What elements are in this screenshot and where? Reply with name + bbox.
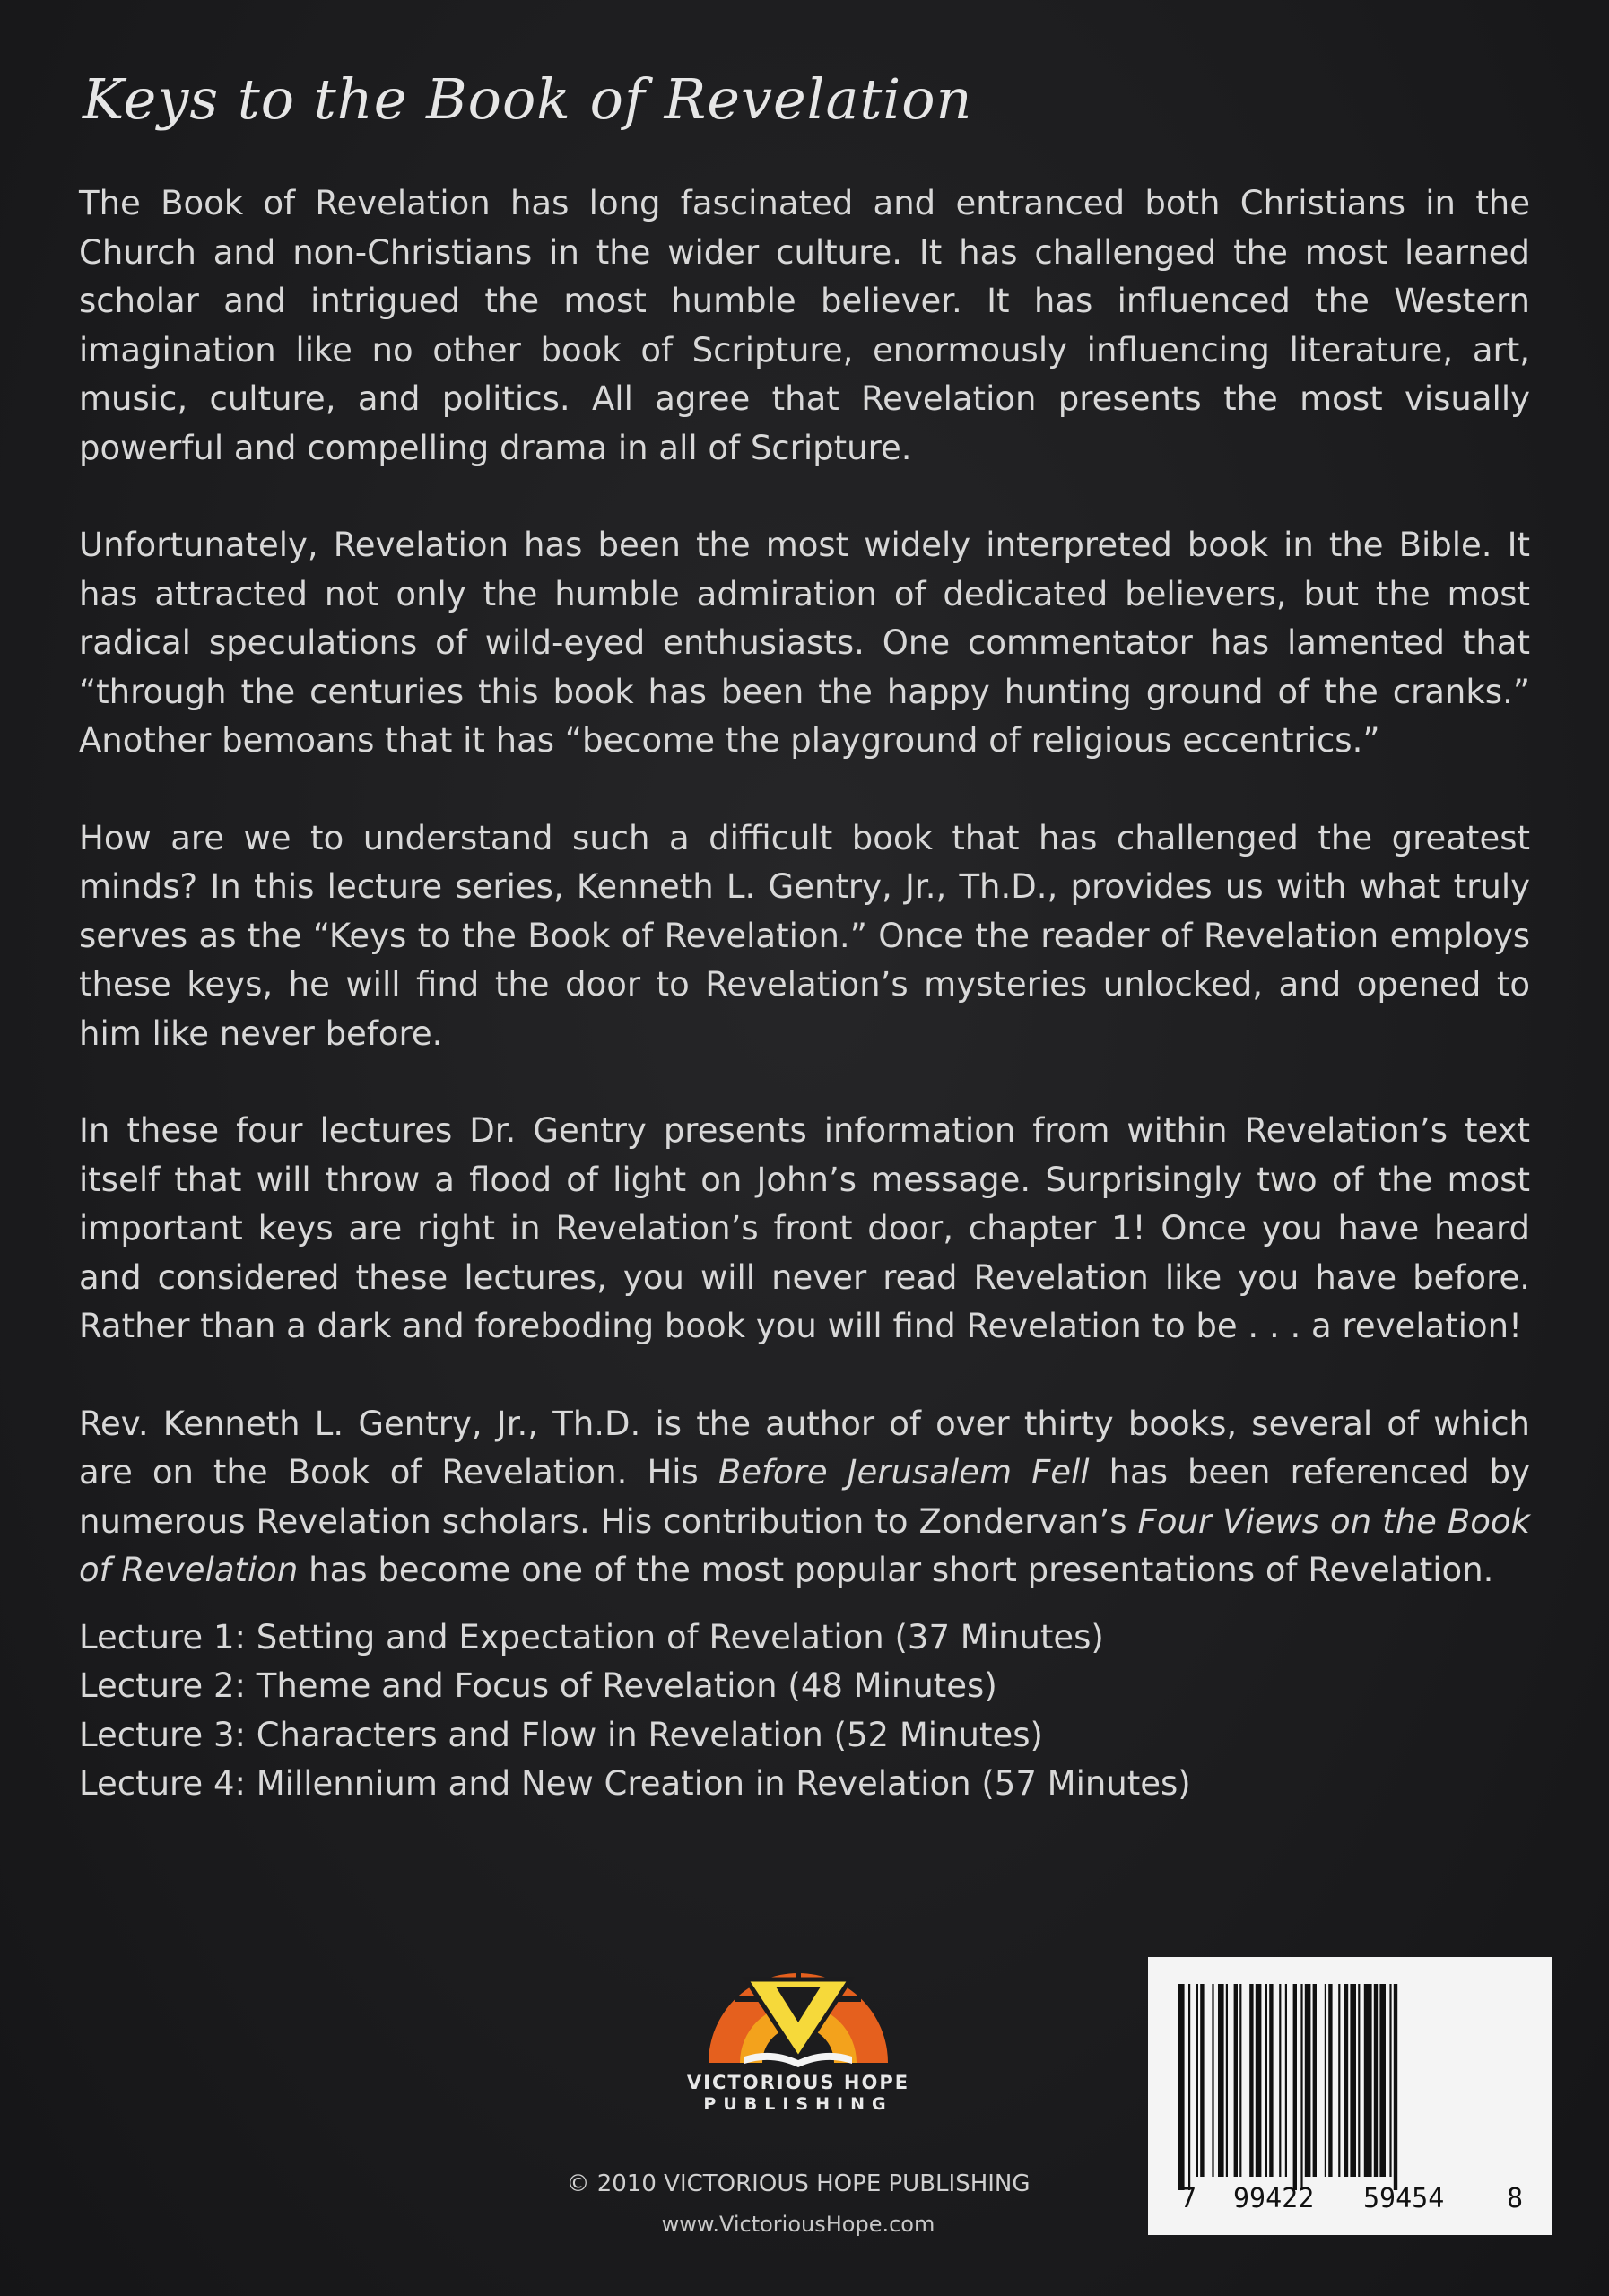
paragraph-1: The Book of Revelation has long fascinated and entranced both Christians in the Church and non-Christians in the wider culture. It has challenged the most learned scholar and intrigued the most humble believer. It has influenced the Western imagination like no other book of Scripture, enormously influencing literature, art, music, culture, and politics. All agree that Revelation presents the most visually powerful and compelling drama in all of Scripture. [79,184,1530,467]
barcode-bar [1300,1984,1302,2190]
lecture-item: Lecture 1: Setting and Expectation of Revelation (37 Minutes) [79,1617,1104,1657]
bio-text-2: has been referenced by numerous Revelation scholars. His contribution to Zondervan’s [79,1453,1530,1541]
barcode-bar [1364,1984,1372,2177]
publisher-website: www.VictoriousHope.com [661,2212,935,2237]
barcode-bar [1313,1984,1317,2177]
copyright-notice: © 2010 VICTORIOUS HOPE PUBLISHING [566,2170,1031,2197]
paragraph-2: Unfortunately, Revelation has been the most widely interpreted book in the Bible. It has attracted not only the humble admiration of dedicated believers, but the most radical speculations of wild-eyed enthusiasts. One commentator has lamented that “through the centuries this book has been the happy hunting ground of the cranks.” Another bemoans that it has “become the playground of religious eccentrics.” [79,526,1530,760]
barcode-bar [1293,1984,1297,2190]
lecture-list [79,1613,1530,1809]
lecture-item: Lecture 3: Characters and Flow in Revelation (52 Minutes) [79,1715,1043,1754]
barcode-bar [1358,1984,1360,2177]
barcode-bar [1328,1984,1332,2177]
barcode-bar [1178,1984,1185,2190]
barcode-bar [1379,1984,1386,2177]
barcode-bar [1265,1984,1267,2177]
barcode-bar [1269,1984,1273,2177]
lecture-item: Lecture 4: Millennium and New Creation in Revelation (57 Minutes) [79,1764,1191,1803]
cover-title: Keys to the Book of Revelation [83,66,973,132]
barcode-bar [1239,1984,1241,2177]
barcode-bar [1279,1984,1281,2177]
barcode-bar [1305,1984,1311,2177]
bio-text-3: has become one of the most popular short presentations of Revelation. [298,1551,1494,1589]
paragraph-3: How are we to understand such a difficult book that has challenged the greatest minds? In this lecture series, Kenneth L. Gentry, Jr., Th.D., provides us with what truly serves as the “Keys to the Book of Revelation.” Once the reader of Revelation employs these keys, he will find the door to Revelation’s mysteries unlocked, and opened to him like never before. [79,818,1530,1053]
barcode-group-2: 59454 [1363,2183,1445,2214]
barcode-digit-left: 7 [1180,2183,1197,2214]
publisher-block [502,1960,1094,2115]
barcode-bar [1389,1984,1391,2177]
bio-text-1: Rev. Kenneth L. Gentry, Jr., Th.D. is the author of over thirty books, several of which are on the Book of Revelation. His [79,1404,1530,1492]
description-text [79,179,1530,1809]
barcode-bar [1350,1984,1356,2177]
barcode-bar [1188,1984,1190,2190]
barcode-bar [1256,1984,1262,2177]
paragraph-4: In these four lectures Dr. Gentry presents information from within Revelation’s text itself that will throw a flood of light on John’s message. Surprisingly two of the most important keys are right in Revelation’s front door, chapter 1! Once you have heard and considered these lectures, you will never read Revelation like you have before. Rather than a dark and foreboding book you will find Revelation to be . . . a revelation! [79,1111,1530,1345]
barcode-bar [1226,1984,1228,2177]
publisher-name: VICTORIOUS HOPE [686,2072,910,2093]
barcode-bar [1196,1984,1198,2177]
bio-book-title-1: Before Jerusalem Fell [718,1453,1090,1492]
barcode-group-1: 99422 [1233,2183,1315,2214]
barcode-bar [1374,1984,1378,2177]
barcode-bar [1234,1984,1238,2177]
bio-book-title-2: Four Views on the Book of Revelation [79,1501,1530,1589]
barcode-bar [1344,1984,1348,2177]
publisher-logo-icon [691,1960,906,2072]
barcode-bar [1212,1984,1213,2177]
barcode-bars-icon [1148,1957,1552,2190]
publisher-subname: PUBLISHING [703,2094,893,2114]
barcode-bar [1218,1984,1224,2177]
author-bio [79,1400,1530,1596]
barcode-bar [1394,1984,1397,2190]
barcode-digits [1148,2183,1552,2219]
barcode-bar [1200,1984,1204,2177]
barcode-digit-right: 8 [1507,2183,1524,2214]
barcode-bar [1249,1984,1253,2177]
barcode [1148,1957,1552,2235]
lecture-item: Lecture 2: Theme and Focus of Revelation (48 Minutes) [79,1666,997,1705]
barcode-bar [1285,1984,1287,2177]
barcode-bar [1325,1984,1326,2177]
barcode-bar [1338,1984,1340,2177]
